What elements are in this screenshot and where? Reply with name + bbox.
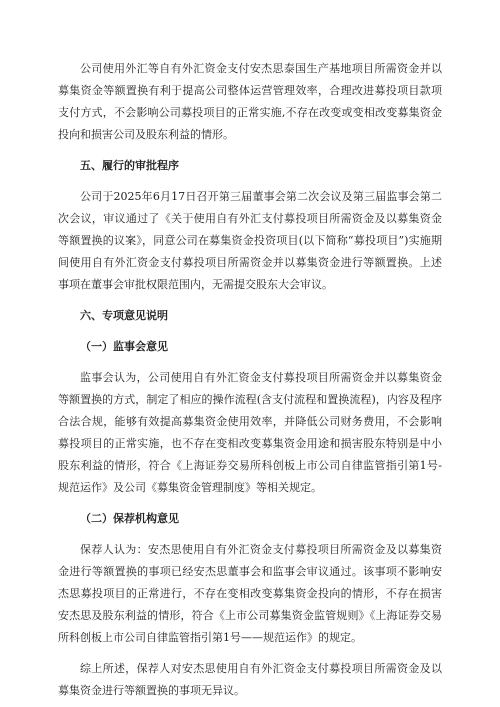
spacer (58, 530, 442, 539)
spacer (58, 146, 442, 155)
paragraph-approval-procedure: 公司于2025年6月17日召开第三届董事会第二次会议及第三届监事会第二次会议，审议通过了《关于使用自有外汇支付募投项目所需资金及以募集资金等额置换的议案》，同意公司在募集资金投资项目(以下简称“募投项目”)实施期间使用自有外汇资金支付募投项目所需资金并以募集资金进行等额置换。上述事项在董事会审批权限范围内，无需提交股东大会审议。 (58, 190, 442, 291)
spacer (58, 358, 442, 367)
spacer (58, 499, 442, 508)
subheading-sponsor-opinion: （二）保荐机构意见 (80, 512, 179, 525)
subheading-supervisory-board-opinion: （一）监事会意见 (80, 340, 168, 353)
paragraph-foreign-currency-impact: 公司使用外汇等自有外汇资金支付安杰思泰国生产基地项目所需资金并以募集资金等额置换有利于提高公司整体运营管理效率，合理改进募投项目款项支付方式，不会影响公司募投项目的正常实施,不存在改变或变相改变募集资金投向和损害公司及股东利益的情形。 (58, 62, 442, 141)
section-heading-approval-procedure: 五、履行的审批程序 (80, 159, 179, 172)
spacer (58, 177, 442, 186)
paragraph-conclusion: 综上所述，保荐人对安杰思使用自有外汇资金支付募投项目所需资金及以募集资金进行等额置换的事项无异议。 (58, 662, 442, 697)
paragraph-sponsor-opinion: 保荐人认为：安杰思使用自有外汇资金支付募投项目所需资金及以募集资金进行等额置换的事项已经安杰思董事会和监事会审议通过。该事项不影响安杰思募投项目的正常进行，不存在变相改变募集资金投向的情形，不存在损害安杰思及股东利益的情形，符合《上市公司募集资金监管规则》《上海证券交易所科创板上市公司自律监管指引第1号——规范运作》的规定。 (58, 543, 442, 644)
spacer (58, 649, 442, 658)
section-heading-special-opinions: 六、专项意见说明 (80, 309, 168, 322)
spacer (58, 296, 442, 305)
paragraph-supervisory-board-opinion: 监事会认为，公司使用自有外汇资金支付募投项目所需资金并以募集资金等额置换的方式，制定了相应的操作流程(含支付流程和置换流程)，内容及程序合法合规，能够有效提高募集资金使用效率，并降低公司财务费用，不会影响募投项目的正常实施，也不存在变相改变募集资金用途和损害股东特别是中小股东利益的情形，符合《上海证券交易所科创板上市公司自律监管指引第1号-规范运作》及公司《募集资金管理制度》等相关规定。 (58, 371, 442, 494)
spacer (58, 327, 442, 336)
